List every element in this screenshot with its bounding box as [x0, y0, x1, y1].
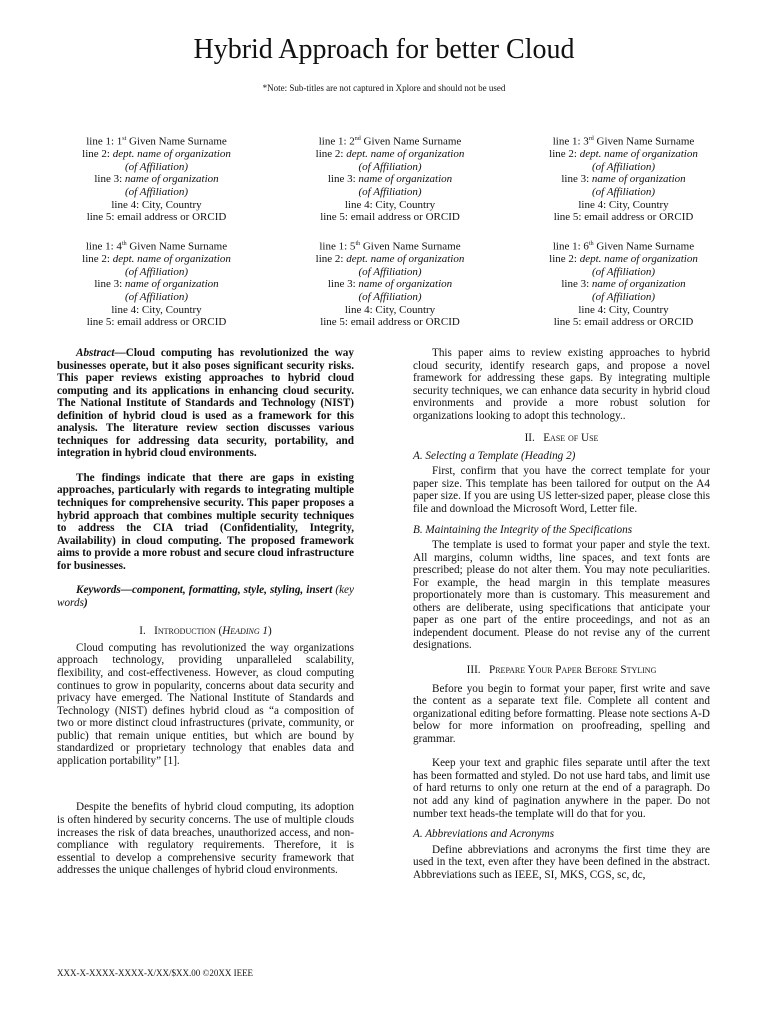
author-block-5: [274, 238, 507, 329]
abstract-findings: The findings indicate that there are gaps in existing approaches, particularly with regards to integrating multiple techniques for comprehensive security. This paper proposes a hybrid approach that combines multiple security techniques to address the CIA triad (Confidentiality, Integrity, Availability) in cloud computing. The proposed framework aims to provide a more robust and secure cloud infrastructure for businesses.: [57, 471, 354, 572]
subtitle-note: *Note: Sub-titles are not captured in Xplore and should not be used: [262, 83, 506, 93]
intro-paragraph-2: Despite the benefits of hybrid cloud computing, its adoption is often hindered by security concerns. The use of multiple clouds increases the risk of data breaches, unauthorized access, and non-compliance with regulatory requirements. Therefore, it is essential to develop a comprehensive security framework that addresses the unique challenges of hybrid cloud environments.: [57, 801, 354, 877]
affiliation-text: name of organization: [358, 173, 453, 186]
author-line-3: [507, 173, 740, 186]
ordinal-superscript: th: [355, 241, 361, 247]
left-column: [57, 347, 354, 877]
author-block-6: [507, 238, 740, 329]
intro-paragraph-3: This paper aims to review existing approaches to hybrid cloud security, identify research gaps, and propose a novel framework for addressing these gaps. By integrating multiple security techniques, we can enhance data security in hybrid cloud environments and provide a more robust solution for organizations looking to adopt this technology..: [413, 347, 710, 422]
affiliation-text: dept. name of organization: [579, 148, 698, 161]
affiliation-text: (of Affiliation): [591, 265, 656, 278]
author-location: line 4: City, Country: [111, 198, 202, 211]
ordinal-superscript: nd: [354, 136, 361, 142]
author-block-2: [274, 133, 507, 224]
author-email: line 5: email address or ORCID: [553, 316, 694, 329]
affiliation-text: dept. name of organization: [346, 253, 465, 266]
author-line-text: line 2:: [82, 253, 113, 266]
affiliation-text: dept. name of organization: [346, 148, 465, 161]
author-line-text: Given Name Surname: [593, 135, 695, 148]
keywords: [57, 584, 354, 609]
author-email: line 5: email address or ORCID: [553, 211, 694, 224]
author-line-1: [507, 238, 740, 253]
author-line-3: [507, 278, 740, 291]
author-line-3: [40, 278, 273, 291]
abstract-text: Cloud computing has revolutionized the way businesses operate, but it also poses significant security risks. This paper reviews existing approaches to hybrid cloud computing and its applications in enhancing cloud security. The National Institute of Standards and Technology (NIST) definition of hybrid cloud is used as a framework for this analysis. The literature review section discusses various techniques for addressing data security, portability, and integration in hybrid cloud environments.: [57, 347, 354, 460]
subsection-heading: A. Selecting a Template (Heading 2): [413, 449, 576, 462]
author-line-3: [40, 173, 273, 186]
affiliation-text: dept. name of organization: [579, 253, 698, 266]
author-line-2: [507, 148, 740, 161]
author-line-text: line 3:: [327, 278, 359, 291]
abstract-dash: —: [114, 347, 126, 359]
author-line-1: [274, 133, 507, 148]
affiliation-text: name of organization: [124, 173, 219, 186]
intro-paragraph-1: Cloud computing has revolutionized the way organizations approach technology, providing unparalleled scalability, flexibility, and cost-effectiveness. However, as cloud computing continues to grow in popularity, concerns about data security and privacy have emerged. The National Institute of Standards and Technology (NIST) defines hybrid cloud as “a composition of two or more distinct cloud infrastructures (private, community, or public) that remain unique entities, but which are bound by standardized or proprietary technology that enables data and application portability” [1].: [57, 641, 354, 767]
author-email: line 5: email address or ORCID: [320, 211, 460, 224]
keywords-extra: key words: [57, 584, 354, 609]
author-location: line 4: City, Country: [578, 198, 669, 211]
author-location: line 4: City, Country: [344, 303, 436, 316]
author-line-text: Given Name Surname: [126, 240, 228, 253]
subsection-heading: B. Maintaining the Integrity of the Specifications: [413, 523, 633, 536]
affiliation-text: (of Affiliation): [591, 160, 656, 173]
section-title: ): [268, 625, 272, 638]
author-line-text: line 3:: [561, 278, 592, 291]
keywords-text: Keywords—component, formatting, style, styling, insert: [76, 584, 333, 597]
affiliation-text: name of organization: [591, 278, 686, 291]
ordinal-superscript: th: [588, 241, 594, 247]
keywords-paren: ): [83, 596, 88, 609]
section-number: II.: [524, 432, 535, 445]
author-line-text: line 1: 2: [318, 135, 355, 148]
author-line-text: line 3:: [561, 173, 592, 186]
author-location: line 4: City, Country: [111, 303, 202, 316]
ordinal-superscript: th: [121, 241, 127, 247]
affiliation-text: (of Affiliation): [124, 186, 189, 199]
author-location: line 4: City, Country: [578, 303, 669, 316]
author-line-text: line 3:: [327, 173, 359, 186]
affiliation-text: (of Affiliation): [358, 291, 422, 304]
author-line-text: line 1: 6: [552, 240, 589, 253]
author-line-text: line 2:: [315, 253, 347, 266]
author-line-text: line 1: 1: [86, 135, 123, 148]
author-line-text: line 1: 3: [552, 135, 589, 148]
section-title: Prepare Your Paper Before Styling: [489, 664, 657, 677]
author-row-2: [40, 238, 740, 329]
author-line-text: Given Name Surname: [126, 135, 227, 148]
affiliation-text: (of Affiliation): [591, 291, 656, 304]
section-heading-ease-of-use: [413, 432, 710, 445]
body-paragraph: Define abbreviations and acronyms the first time they are used in the text, even after they have been defined in the abstract. Abbreviations such as IEEE, SI, MKS, CGS, sc, dc,: [413, 843, 710, 881]
copyright-footer: XXX-X-XXXX-XXXX-X/XX/$XX.00 ©20XX IEEE: [57, 968, 254, 978]
affiliation-text: (of Affiliation): [358, 265, 422, 278]
author-line-3: [274, 278, 507, 291]
author-line-text: Given Name Surname: [360, 135, 462, 148]
author-block-1: [40, 133, 273, 224]
section-title: Introduction (: [154, 625, 223, 638]
author-line-2: [274, 253, 507, 266]
abstract-paragraph: [57, 347, 354, 460]
section-title-italic: Heading 1: [222, 625, 269, 638]
affiliation-text: (of Affiliation): [124, 265, 189, 278]
author-line-3: [274, 173, 507, 186]
affiliation-text: name of organization: [124, 278, 219, 291]
author-line-text: line 2:: [549, 148, 580, 161]
author-line-1: [40, 133, 273, 148]
author-line-text: line 2:: [549, 253, 580, 266]
author-line-1: [507, 133, 740, 148]
author-line-text: line 3:: [94, 173, 125, 186]
body-paragraph: The template is used to format your paper and style the text. All margins, column widths, line spaces, and text fonts are prescribed; please do not alter them. You may note peculiarities. For example, the head margin in this template measures proportionately more than is customary. This measurement and others are deliberate, using specifications that anticipate your paper as one part of the entire proceedings, and not as an independent document. Please do not revise any of the current designations.: [413, 539, 710, 652]
author-line-text: line 2:: [82, 148, 113, 161]
author-email: line 5: email address or ORCID: [86, 211, 227, 224]
subsection-heading: A. Abbreviations and Acronyms: [413, 828, 555, 841]
author-block-3: [507, 133, 740, 224]
author-location: line 4: City, Country: [344, 198, 436, 211]
author-email: line 5: email address or ORCID: [320, 316, 460, 329]
ordinal-superscript: rd: [588, 136, 594, 142]
section-heading-introduction: [57, 625, 354, 638]
author-row-1: [40, 133, 740, 224]
author-line-2: [40, 148, 273, 161]
right-column: [413, 347, 710, 881]
author-line-text: line 1: 5: [319, 240, 356, 253]
body-paragraph: Before you begin to format your paper, first write and save the content as a separate text file. Complete all content and organizational editing before formatting. Please note sections A-D below for more information on proofreading, spelling and grammar.: [413, 682, 710, 745]
author-block-4: [40, 238, 273, 329]
author-line-2: [274, 148, 507, 161]
section-title: Ease of Use: [543, 432, 599, 445]
affiliation-text: (of Affiliation): [358, 186, 422, 199]
keywords-paren: (: [332, 584, 340, 597]
abstract-label: Abstract: [76, 347, 115, 359]
author-line-text: line 2:: [315, 148, 347, 161]
paper-title: Hybrid Approach for better Cloud: [193, 34, 575, 65]
author-line-1: [274, 238, 507, 253]
section-number: I.: [139, 625, 146, 638]
section-number: III.: [466, 664, 481, 677]
affiliation-text: (of Affiliation): [591, 186, 656, 199]
author-line-text: line 3:: [94, 278, 125, 291]
affiliation-text: name of organization: [358, 278, 453, 291]
affiliation-text: dept. name of organization: [112, 148, 231, 161]
author-line-2: [507, 253, 740, 266]
section-heading-prepare: [413, 664, 710, 677]
author-line-text: Given Name Surname: [593, 240, 695, 253]
affiliation-text: (of Affiliation): [358, 160, 422, 173]
author-line-text: Given Name Surname: [360, 240, 461, 253]
author-line-1: [40, 238, 273, 253]
author-email: line 5: email address or ORCID: [86, 316, 227, 329]
ordinal-superscript: st: [122, 136, 127, 142]
affiliation-text: (of Affiliation): [124, 160, 189, 173]
author-line-2: [40, 253, 273, 266]
affiliation-text: dept. name of organization: [112, 253, 231, 266]
affiliation-text: name of organization: [591, 173, 686, 186]
body-paragraph: First, confirm that you have the correct template for your paper size. This template has been tailored for output on the A4 paper size. If you are using US letter-sized paper, please close this file and download the Microsoft Word, Letter file.: [413, 465, 710, 516]
body-paragraph: Keep your text and graphic files separate until after the text has been formatted and styled. Do not use hard tabs, and limit use of hard returns to only one return at the end of a paragraph. Do not add any kind of pagination anywhere in the paper. Do not number text heads-the template will do that for you.: [413, 757, 710, 820]
author-line-text: line 1: 4: [85, 240, 122, 253]
affiliation-text: (of Affiliation): [124, 291, 189, 304]
